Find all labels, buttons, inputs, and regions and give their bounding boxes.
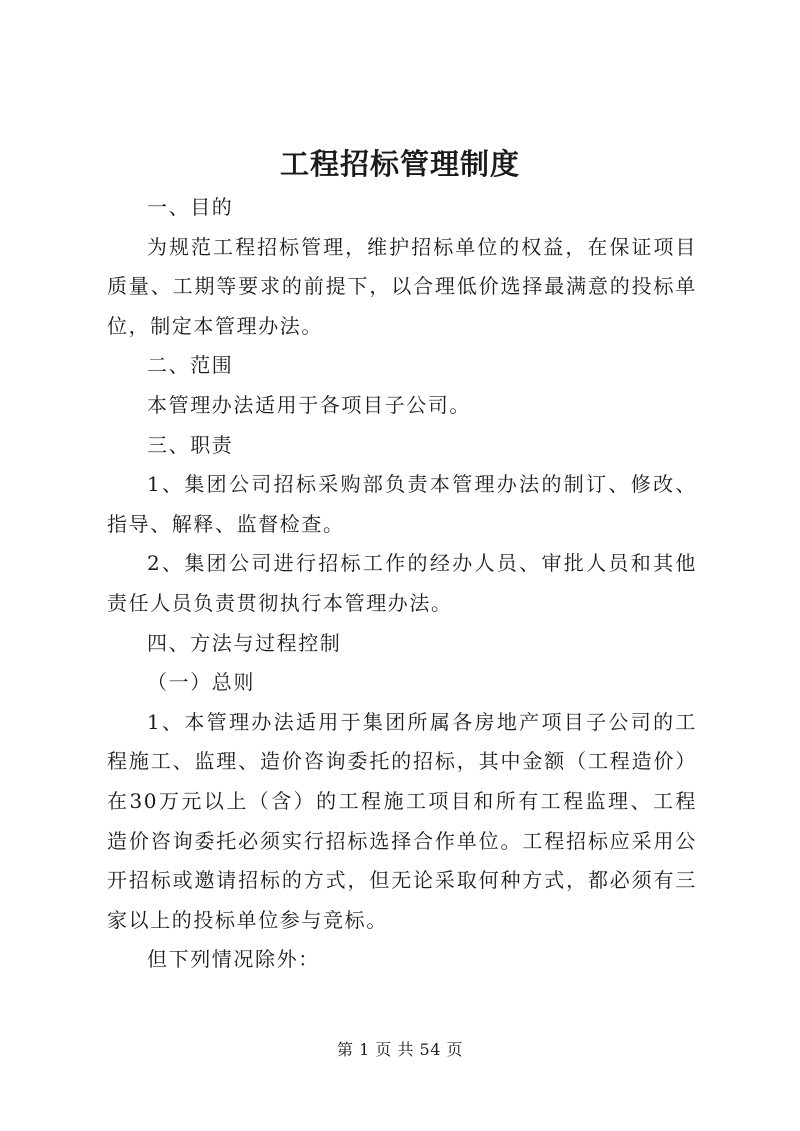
paragraph-scope: 本管理办法适用于各项目子公司。 xyxy=(147,392,471,417)
section-heading-methods: 四、方法与过程控制 xyxy=(147,630,342,655)
section-heading-scope: 二、范围 xyxy=(147,353,234,378)
page-number-footer: 第 1 页 共 54 页 xyxy=(337,1040,463,1059)
paragraph-responsibility-2: 2、集团公司进行招标工作的经办人员、审批人员和其他责任人员负责贯彻执行本管理办法。 xyxy=(107,551,697,615)
paragraph-general-1: 1、本管理办法适用于集团所属各房地产项目子公司的工程施工、监理、造价咨询委托的招标，其中金额（工程造价）在30万元以上（含）的工程施工项目和所有工程监理、工程造价咨询委托必须实行招标选择合作单位。工程招标应采用公开招标或邀请招标的方式，但无论采取何种方式，都必须有三家以上的投标单位参与竞标。 xyxy=(107,709,697,932)
paragraph-responsibility-1: 1、集团公司招标采购部负责本管理办法的制订、修改、指导、解释、监督检查。 xyxy=(107,472,697,536)
document-body xyxy=(107,188,697,980)
document-title: 工程招标管理制度 xyxy=(279,147,520,181)
section-heading-responsibilities: 三、职责 xyxy=(147,432,234,457)
subsection-heading-general: （一）总则 xyxy=(147,670,255,695)
section-heading-purpose: 一、目的 xyxy=(147,195,234,219)
paragraph-purpose: 为规范工程招标管理，维护招标单位的权益，在保证项目质量、工期等要求的前提下，以合理低价选择最满意的投标单位，制定本管理办法。 xyxy=(107,234,697,338)
paragraph-exceptions-intro: 但下列情况除外： xyxy=(147,947,320,972)
